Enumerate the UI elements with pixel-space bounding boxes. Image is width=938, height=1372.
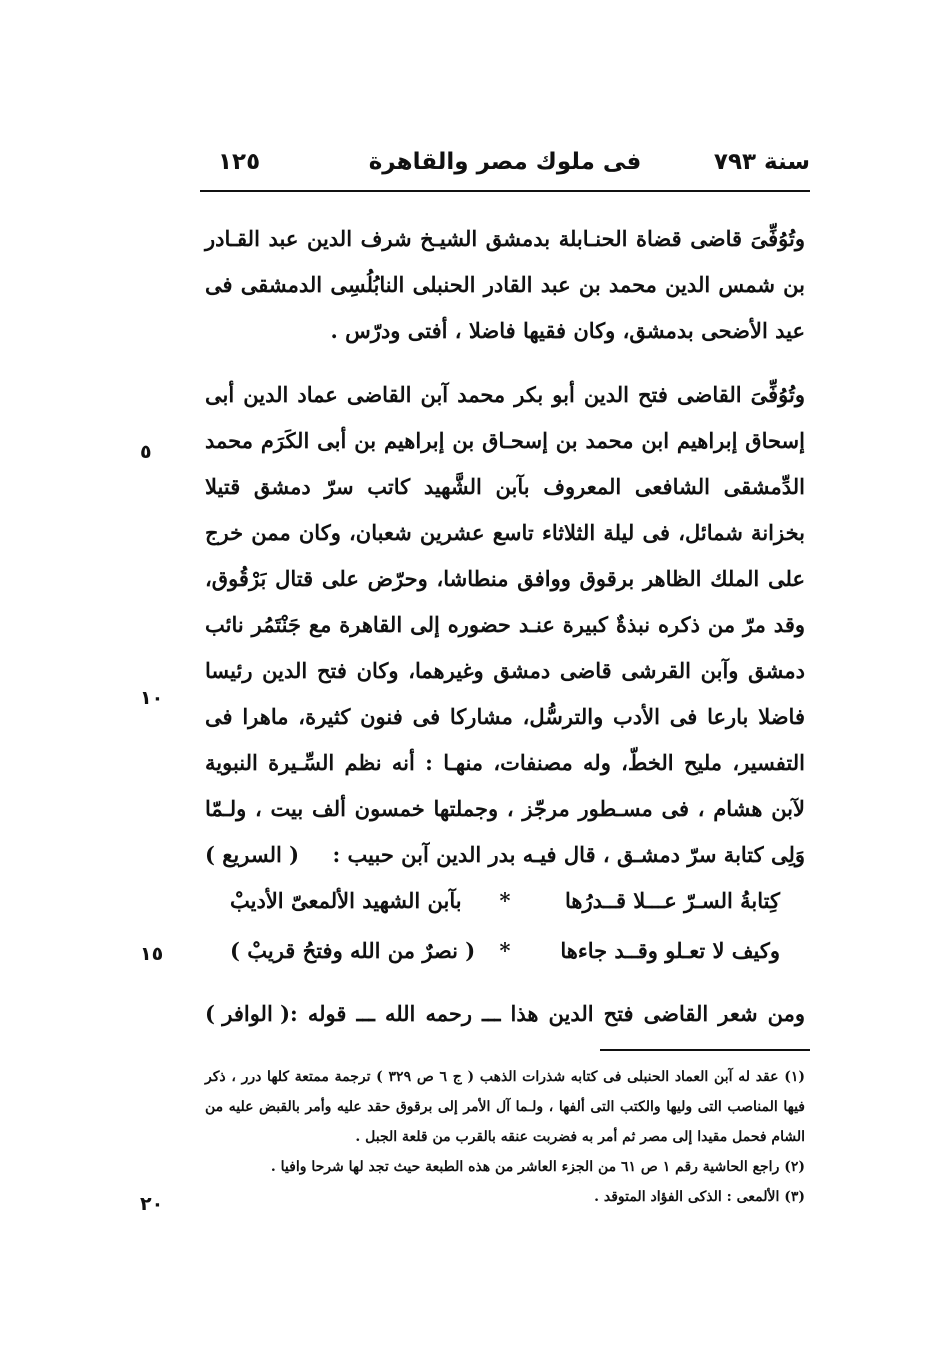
paragraph-2-text: وتُوُفِّىَ القاضى فتح الدين أبو بكر محمد آبن القاضى عماد الدين أبى إسحاق إبراهيم ابن محمد بن إسحـاق بن إبراهيم بن أبى الكَرَم محمد الدِّمشقى الشافعى المعروف بآبن الشَّهيد كاتب سرّ دمشق قتيلا بخزانة شمائل، فى ليلة الثلاثاء تاسع عشرين شعبان، وكان ممن خرج على الملك الظاهر برقوق ووافق منطاشا، وحرّض على قتال بَرْقُوق، وقد مرّ من ذكره نبذةٌ كبيرة عنـد حضوره إلى القاهرة مع جَنْتَمُر نائب دمشق وآبن القرشى قاضى دمشق وغيرهما، وكان فتح الدين رئيسا فاضلا بارعا فى الأدب والترسُّل، مشاركا فى فنون كثيرة، ماهرا فى التفسير، مليح الخطّ، وله مصنفات، منهـا : أنه نظم السِّـيرة النبوية لآبن هشام ، فى مسـطور مرجّز ، وجملتها خمسون ألف بيت ، ولـمّا وَلِى كتابة سرّ دمشـق ، قال فيـه بدر الدين آبن حبيب : (205, 382, 806, 867)
verse-1-first-hemistich: كِتابةُ السـرّ عـــلا قــدرُها (565, 888, 780, 913)
poem (205, 876, 805, 976)
verse-2-first-hemistich: وكيف لا تعـلو وقــد جاءها (560, 938, 780, 963)
verse-separator: * (499, 888, 511, 913)
main-text (205, 216, 805, 878)
paragraph-2 (205, 372, 805, 878)
margin-line-number-20: ٢٠ (140, 1193, 164, 1215)
page-number: ١٢٥ (218, 149, 261, 175)
after-poem-line (205, 994, 805, 1034)
footnote-rule (600, 1049, 810, 1051)
footnote-3: (٣) الألمعى : الذكى الفؤاد المتوقد . (594, 1189, 805, 1205)
verse-2 (205, 926, 805, 976)
verse-1-second-hemistich: بآبن الشهيد الألمعىّ الأديبْ (230, 888, 462, 913)
header-title: فى ملوك مصر والقاهرة (368, 149, 642, 175)
paragraph-1: وتُوُفِّىَ قاضى قضاة الحنـابلة بدمشق الشيـخ شرف الدين عبد القـادر بن شمس الدين محمد بن عبد القادر الحنبلى النابُلُسِى الدمشقى فى عيد الأضحى بدمشق، وكان فقيها فاضلا ، أفتى ودرّس . (205, 226, 805, 343)
after-poem-meter: ( الوافر ) (205, 1001, 291, 1026)
header-year: سنة ٧٩٣ (713, 149, 810, 175)
verse-1 (205, 876, 805, 926)
header-rule (200, 190, 810, 192)
page-header (200, 145, 810, 191)
margin-line-number-10: ١٠ (140, 687, 164, 709)
verse-separator: * (499, 938, 511, 963)
margin-line-number-15: ١٥ (140, 943, 164, 965)
poem-meter: ( السريع ) (205, 842, 300, 867)
footnote-1: (١) عقد له آبن العماد الحنبلى فى كتابه شذرات الذهب ( ج ٦ ص ٣٢٩ ) ترجمة ممتعة كلها درر ، ذكر فيها المناصب التى وليها والكتب التى ألفها ، ولـما آل الأمر إلى برقوق حقد عليه وأمر بالقبض عليه من الشام فحمل مقيدا إلى مصر ثم أمر به فضربت عنقه بالقرب من قلعة الجبل . (205, 1069, 805, 1145)
after-poem-text: ومن شعر القاضى فتح الدين هذا ـــ رحمه الله ـــ قوله : (290, 1001, 805, 1026)
footnotes (205, 1062, 805, 1212)
footnote-2: (٢) راجع الحاشية رقم ١ ص ٦١ من الجزء العاشر من هذه الطبعة حيث تجد لها شرحا وافيا . (270, 1159, 805, 1175)
verse-2-second-hemistich: ( نصرٌ من الله وفتحُ قريبْ ) (230, 938, 476, 963)
margin-line-number-5: ٥ (140, 441, 152, 463)
